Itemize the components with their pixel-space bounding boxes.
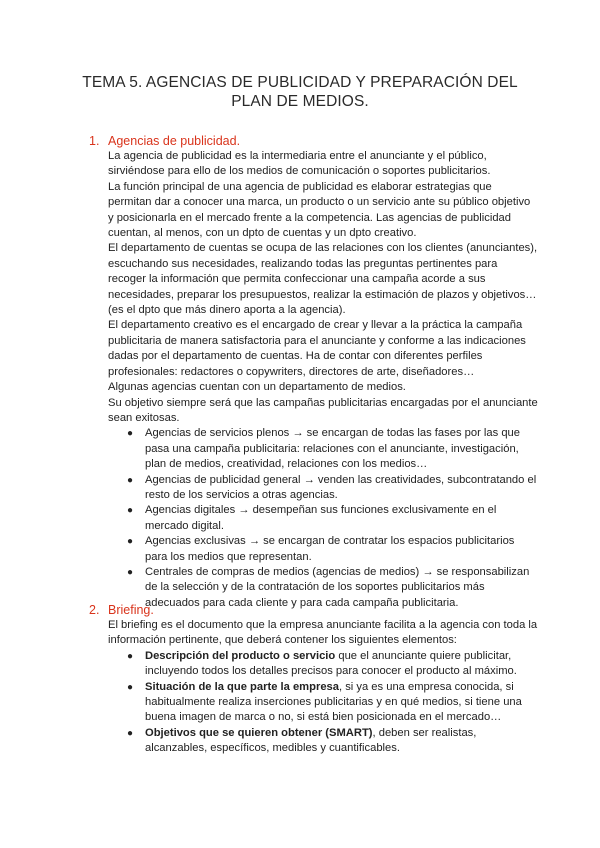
section-1-body [108, 149, 538, 611]
agency-types-list [108, 426, 538, 611]
bullet-icon: ● [127, 428, 134, 440]
section-2-title: Briefing. [108, 603, 154, 617]
bullet-icon: ● [127, 566, 134, 578]
bullet-icon: ● [127, 536, 134, 548]
list-item: ● Agencias exclusivas → se encargan de contratar los espacios publicitarios para los medios que representan. [127, 535, 515, 563]
section-2-number: 2. [89, 603, 100, 617]
paragraph: El briefing es el documento que la empresa anunciante facilita a la agencia con toda la información pertinente, que deberá contener los siguientes elementos: [108, 619, 538, 647]
section-2-body [108, 618, 538, 757]
paragraph: El departamento creativo es el encargado de crear y llevar a la práctica la campaña publicitaria de manera satisfactoria para el anunciante y conforme a las indicaciones dadas por el departamento de cuentas. Ha de contar con diferentes perfiles profesionales: redactores o copywriters, directores de arte, diseñadores… [108, 319, 526, 378]
paragraph: El departamento de cuentas se ocupa de las relaciones con los clientes (anunciantes), escuchando sus necesidades, realizando todas las preguntas pertinentes para recoger la información que permita confeccionar una campaña acorde a sus necesidades, preparar los presupuestos, realizar la estimación de plazos y objetivos… (es el dpto que más dinero aporta a la agencia). [108, 242, 538, 317]
page-title [80, 73, 520, 111]
list-item: ● Objetivos que se quieren obtener (SMART), deben ser realistas, alcanzables, específicos, medibles y cuantificables. [127, 726, 477, 755]
list-item: ● Situación de la que parte la empresa, si ya es una empresa conocida, si habitualmente realiza inserciones publicitarias y en qué medios, si tiene una buena imagen de marca o no, si está bien posicionada en el mercado… [127, 680, 522, 724]
list-item: ● Agencias digitales → desempeñan sus funciones exclusivamente en el mercado digital. [127, 504, 497, 532]
list-item: ● Agencias de servicios plenos → se encargan de todas las fases por las que pasa una campaña publicitaria: relaciones con el anunciante, investigación, plan de medios, creatividad, relaciones con los medios… [127, 427, 520, 471]
list-item: ● Agencias de publicidad general → venden las creatividades, subcontratando el resto de los servicios a otras agencias. [127, 473, 537, 501]
section-1-number: 1. [89, 134, 100, 148]
list-item: ● Descripción del producto o servicio que el anunciante quiere publicitar, incluyendo todos los detalles precisos para conocer el producto al máximo. [127, 649, 517, 678]
paragraph: Su objetivo siempre será que las campañas publicitarias encargadas por el anunciante sean exitosas. [108, 396, 538, 424]
list-item: ● Centrales de compras de medios (agencias de medios) → se responsabilizan de la selección y de la contratación de los soportes publicitarios más adecuados para cada cliente y para cada campaña publicitaria. [127, 565, 530, 609]
bullet-icon: ● [127, 505, 134, 517]
bullet-icon: ● [127, 681, 134, 693]
bullet-icon: ● [127, 650, 134, 662]
title-line-1: TEMA 5. AGENCIAS DE PUBLICIDAD Y PREPARACIÓN DEL [82, 74, 518, 91]
section-1-title: Agencias de publicidad. [108, 134, 241, 148]
paragraph: Algunas agencias cuentan con un departamento de medios. [108, 381, 406, 394]
section-2-heading [89, 602, 154, 618]
bullet-icon: ● [127, 727, 134, 739]
paragraph: La agencia de publicidad es la intermediaria entre el anunciante y el público, sirviéndose para ello de los medios de comunicación o soportes publicitarios. [108, 150, 491, 178]
briefing-elements-list [108, 649, 538, 757]
section-1-heading [89, 133, 240, 149]
title-line-2: PLAN DE MEDIOS. [231, 93, 369, 110]
bullet-icon: ● [127, 474, 134, 486]
paragraph: La función principal de una agencia de publicidad es elaborar estrategias que permitan dar a conocer una marca, un producto o un servicio ante su público objetivo y posicionarla en el mercado frente a la competencia. Las agencias de publicidad cuentan, al menos, con un dpto de cuentas y un dpto creativo. [108, 180, 531, 240]
